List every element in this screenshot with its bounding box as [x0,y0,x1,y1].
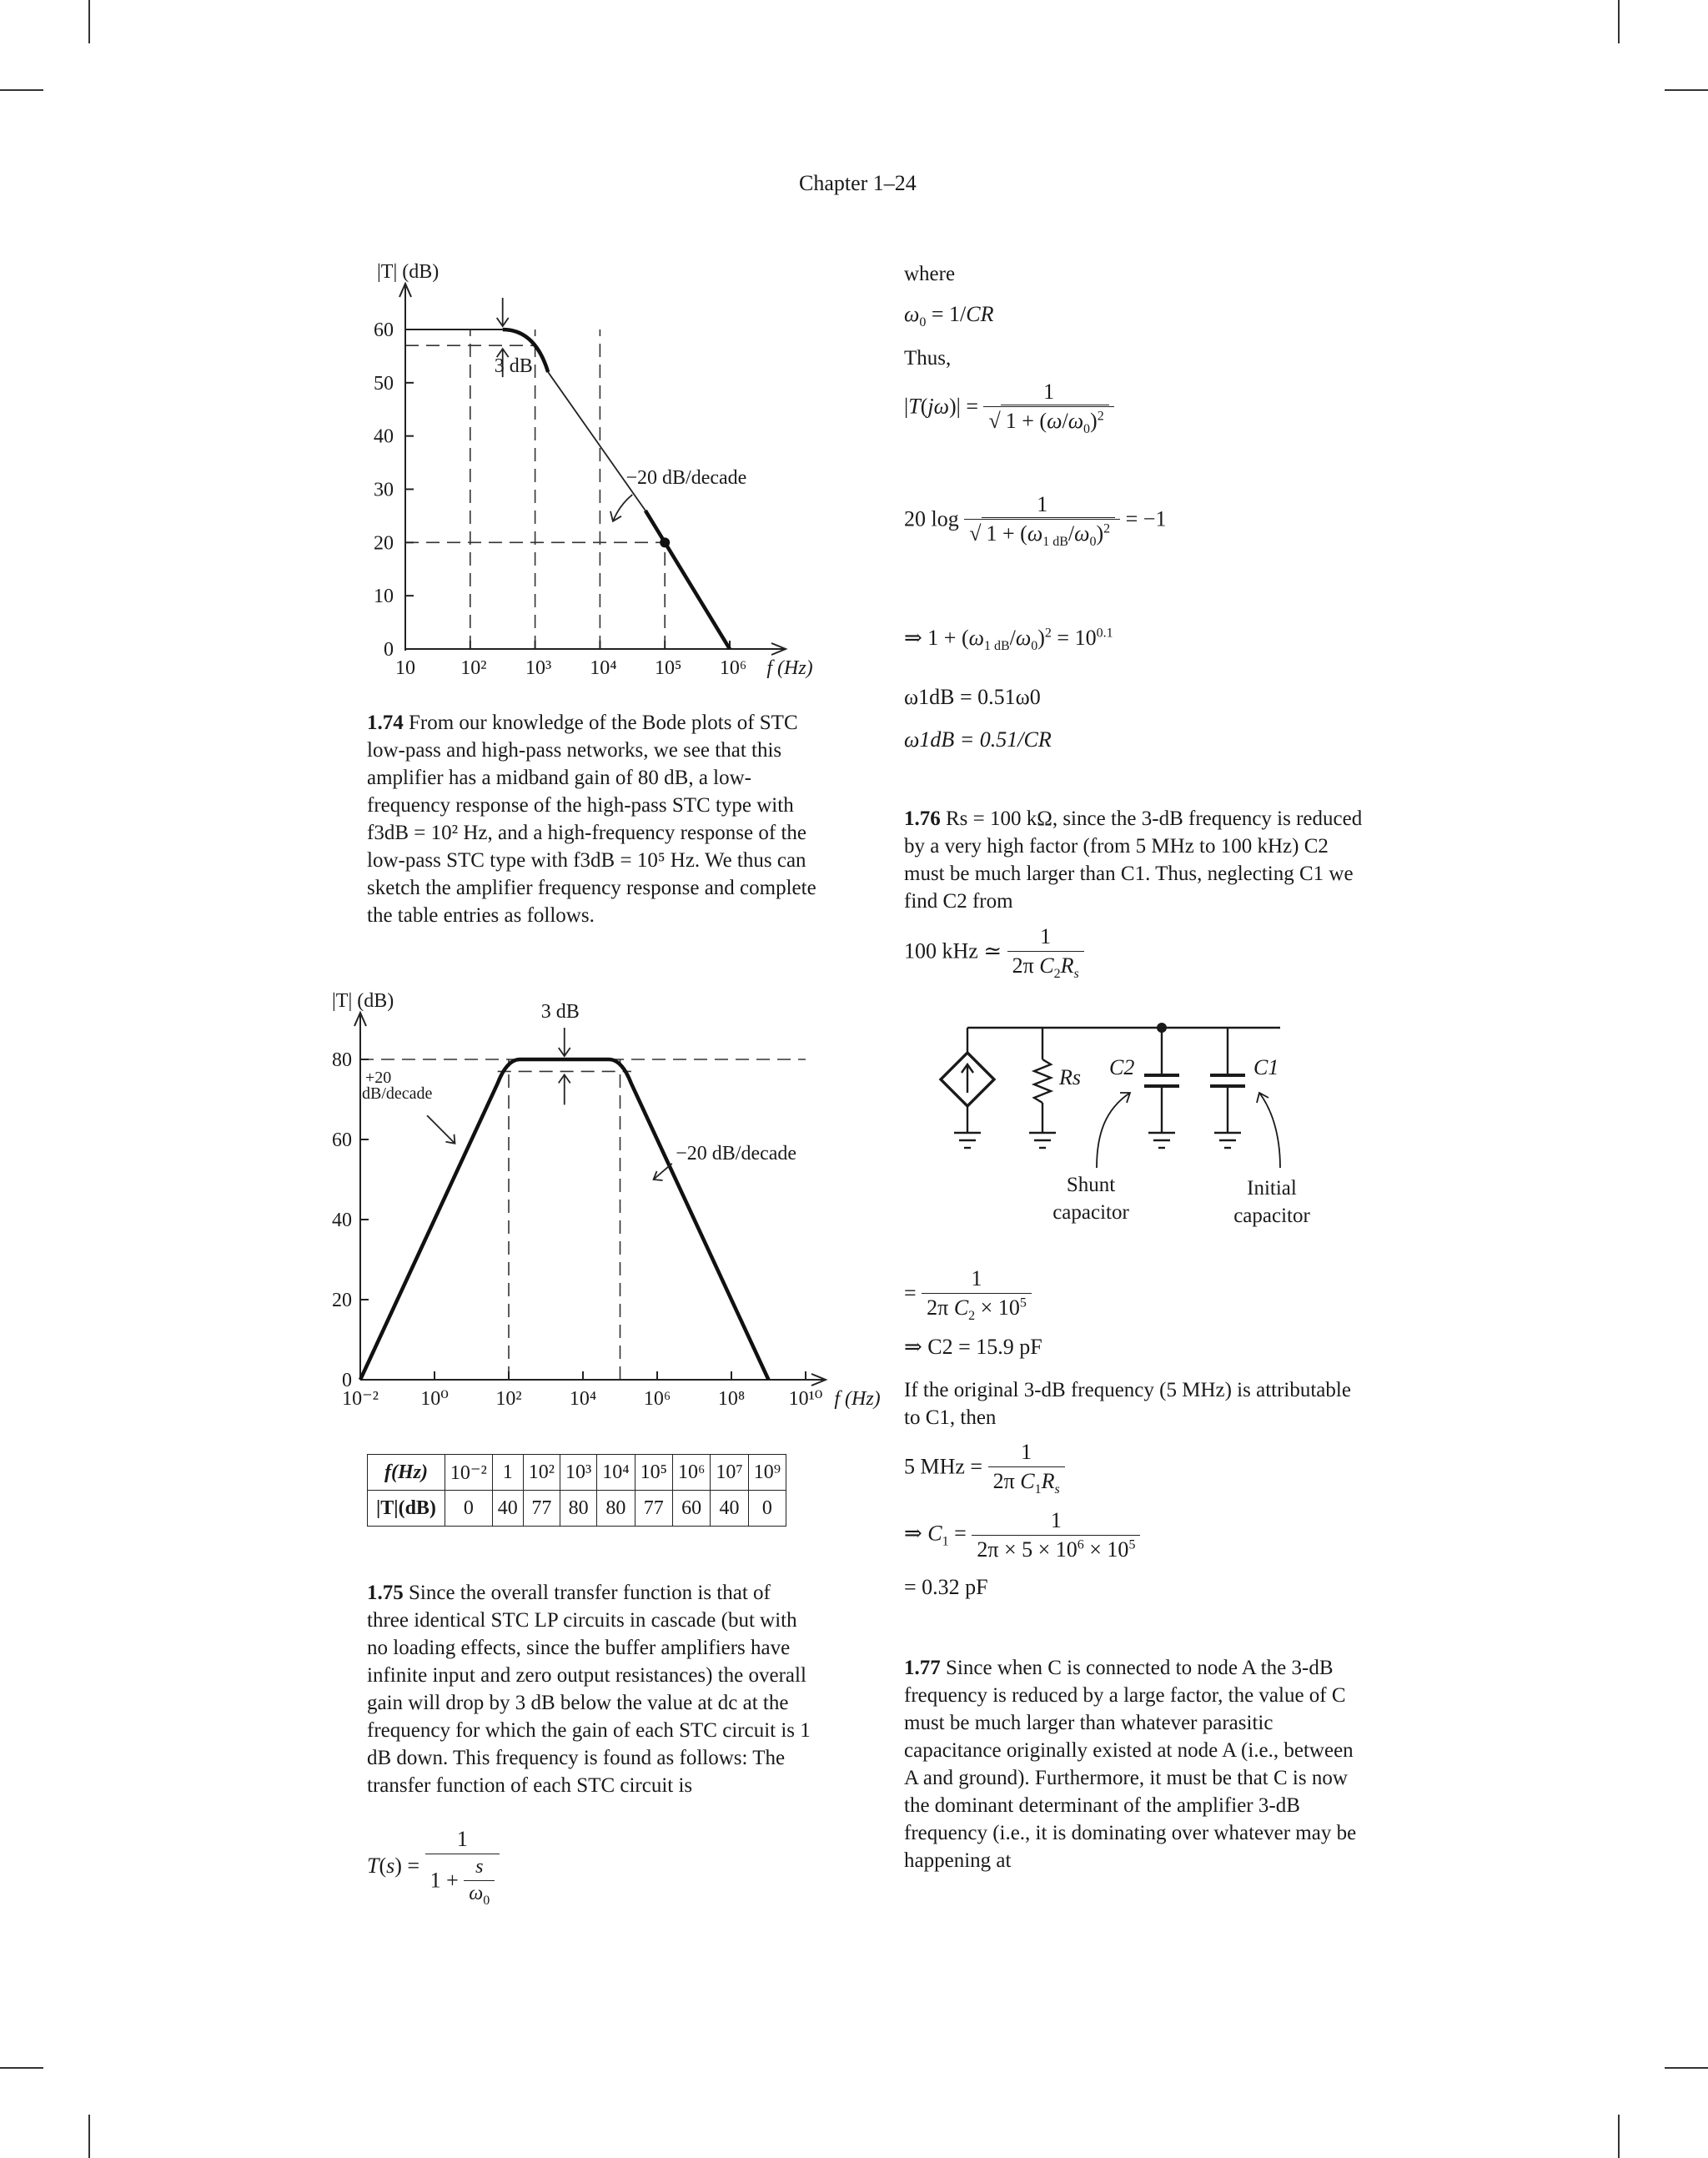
table-cell: 10⁹ [748,1455,786,1491]
slope-pointer [427,1115,455,1144]
thus-label: Thus, [904,347,952,370]
annotation-plus20: +20 [365,1069,392,1087]
x-tick-label: 10² [495,1388,522,1410]
equation-omega0: $\omega_0 = 1/CR$ [904,302,994,330]
crop-mark [1618,0,1620,43]
table-row [368,1491,786,1527]
annotation-3db: 3 dB [494,355,533,378]
problem-number: 1.75 [367,1582,404,1604]
table-cell: 10⁻² [445,1455,492,1491]
table-cell: 10² [523,1455,560,1491]
y-tick-label: 60 [374,319,394,341]
crop-mark [1618,2115,1620,2158]
y-tick-label: 40 [374,425,394,448]
table-header-cell: |T|(dB) [368,1491,445,1527]
x-tick-label: 10⁶ [719,657,747,679]
table-header-cell: f(Hz) [368,1455,445,1491]
label-initial: Initial [1247,1177,1297,1200]
problem-text: From our knowledge of the Bode plots of STC low-pass and high-pass networks, we see that this amplifier has a midband gain of 80 dB, a low-frequency response of the high-pass STC type with f3dB = 10² Hz, and a high-frequency response of the low-pass STC type with f3dB = 10⁵ Hz. We thus can sketch the amplifier frequency response and complete the table entries as follows. [367,712,816,927]
x-axis-label: f (Hz) [766,657,813,679]
equation-c1: ⇒ $C_1$ = $\frac{1}{2\pi \times 5 \times 10^6 \times 10^5}$ [904,1508,1140,1562]
problem-1-77 [904,1654,1371,1874]
y-tick-label: 10 [374,586,394,608]
label-shunt-2: capacitor [1052,1201,1129,1224]
chart-bandpass [332,983,881,1416]
equation-5mhz: 5 MHz = $\frac{1}{2\pi C_1R_s}$ [904,1440,1065,1497]
problem-text: Since the overall transfer function is that of three identical STC LP circuits in cascade (but with no loading effects, since the buffer amplifiers have infinite input and zero output resistances) the overall gain will drop by 3 dB below the value at dc at the frequency for which the gain of each STC circuit is 1 dB down. This frequency is found as follows: The transfer function of each STC circuit is [367,1582,811,1797]
problem-text: Since when C is connected to node A the 3-dB frequency is reduced by a large factor, the value of C must be much larger than whatever parasitic capacitance originally existed at node A (i.e., between A and ground). Furthermore, it must be that C is now the dominant determinant of the amplifier 3-dB frequency (i.e., it is dominating over whatever may be happening at [904,1657,1357,1872]
annotation-slope: −20 dB/decade [676,1143,797,1165]
y-tick-label: 80 [332,1049,352,1071]
table-cell: 77 [635,1491,672,1527]
y-tick-label: 60 [332,1129,352,1151]
annotation-slope: −20 dB/decade [625,467,747,490]
table-cell: 0 [748,1491,786,1527]
equation-c2: ⇒ C2 = 15.9 pF [904,1335,1042,1359]
problem-1-76 [904,805,1371,915]
crop-mark [88,0,90,43]
table-row [368,1455,786,1491]
table-cell: 10⁶ [672,1455,710,1491]
x-tick-label: 10⁶ [643,1388,671,1410]
table-cell: 10⁵ [635,1455,672,1491]
equation-c1-result: = 0.32 pF [904,1575,988,1599]
label-shunt: Shunt [1066,1174,1116,1196]
slope-pointer [613,495,632,521]
y-tick-label: 20 [374,532,394,555]
response-curve-thin [548,372,646,511]
table-cell: 40 [492,1491,523,1527]
crop-mark [1665,2067,1708,2069]
response-table [367,1454,786,1527]
crop-mark [88,2115,90,2158]
x-axis-label: f (Hz) [834,1388,881,1410]
table-cell: 60 [672,1491,710,1527]
x-tick-label: 10⁴ [590,657,617,679]
crop-mark [0,2067,43,2069]
annotation-dbdecade: dB/decade [362,1084,433,1104]
response-curve-slope [646,511,730,649]
y-tick-label: 50 [374,372,394,395]
x-tick-label: 10⁸ [717,1388,746,1410]
table-cell: 80 [597,1491,635,1527]
problem-1-74 [367,709,817,929]
equation-transfer-function: T(s) = 1 1 + $\frac{s}{\omega_0}$ [367,1827,500,1909]
problem-1-75 [367,1579,817,1799]
table-cell: 40 [711,1491,748,1527]
x-tick-label: 10⁵ [655,657,682,679]
table-cell: 10³ [560,1455,597,1491]
y-tick-label: 30 [374,479,394,501]
annotation-3db: 3 dB [540,1001,580,1023]
circuit-diagram [926,1009,1359,1251]
y-tick-label: 20 [332,1290,352,1311]
x-tick-label: 10⁰ [420,1388,449,1410]
equation-c2-frac: = $\frac{1}{2\pi C_2 \times 10^5}$ [904,1266,1032,1324]
table-cell: 1 [492,1455,523,1491]
x-tick-label: 10² [460,657,487,679]
label-rs: Rs [1059,1065,1081,1089]
chart-lowpass [350,250,817,692]
x-tick-label: 10 [395,657,415,679]
problem-number: 1.77 [904,1657,941,1679]
equation-w1db-b: ω1dB = 0.51/CR [904,727,1052,752]
problem-text: Rs = 100 kΩ, since the 3-dB frequency is reduced by a very high factor (from 5 MHz to 100 kHz) C2 must be much larger than C1. Thus, neglecting C1 we find C2 from [904,807,1363,913]
x-tick-label: 10¹⁰ [788,1388,823,1410]
response-curve [360,1059,769,1380]
crop-mark [1665,89,1708,91]
equation-100khz: 100 kHz ≃ $\frac{1}{2\pi C_2R_s}$ [904,924,1084,982]
equation-w1db-a: ω1dB = 0.51ω0 [904,685,1041,709]
label-initial-2: capacitor [1233,1205,1310,1227]
table-cell: 80 [560,1491,597,1527]
label-c2: C2 [1109,1055,1135,1079]
table-cell: 10⁷ [711,1455,748,1491]
label-c1: C1 [1253,1055,1279,1079]
x-tick-label: 10⁻² [342,1388,379,1410]
table-cell: 0 [445,1491,492,1527]
y-axis-label: |T| (dB) [332,990,394,1012]
y-axis-label: |T| (dB) [377,261,440,283]
y-tick-label: 0 [384,639,394,661]
table-cell: 77 [523,1491,560,1527]
y-tick-label: 40 [332,1210,352,1231]
y-tick-label: 0 [342,1370,352,1391]
marked-point [660,537,670,547]
problem-number: 1.74 [367,712,404,734]
page-header: Chapter 1–24 [799,171,917,195]
where-label: where [904,263,956,285]
crop-mark [0,89,43,91]
problem-number: 1.76 [904,807,941,830]
equation-implies: ⇒ $1 + (\omega_{1 dB}/\omega_0)^2 = 10^{0.1}$ [904,626,1113,654]
x-tick-label: 10³ [525,657,552,679]
problem-1-76-cont: If the original 3-dB frequency (5 MHz) is attributable to C1, then [904,1379,1351,1429]
x-tick-label: 10⁴ [569,1388,597,1410]
equation-magnitude: |T(jω)| = $\frac{1}{√ 1 + (\omega/\omega_0)^2}$ [904,380,1114,437]
equation-20log: 20 log $\frac{1}{√ 1 + (\omega_{1 dB}/\omega_0)^2}$ = −1 [904,492,1167,550]
table-cell: 10⁴ [597,1455,635,1491]
